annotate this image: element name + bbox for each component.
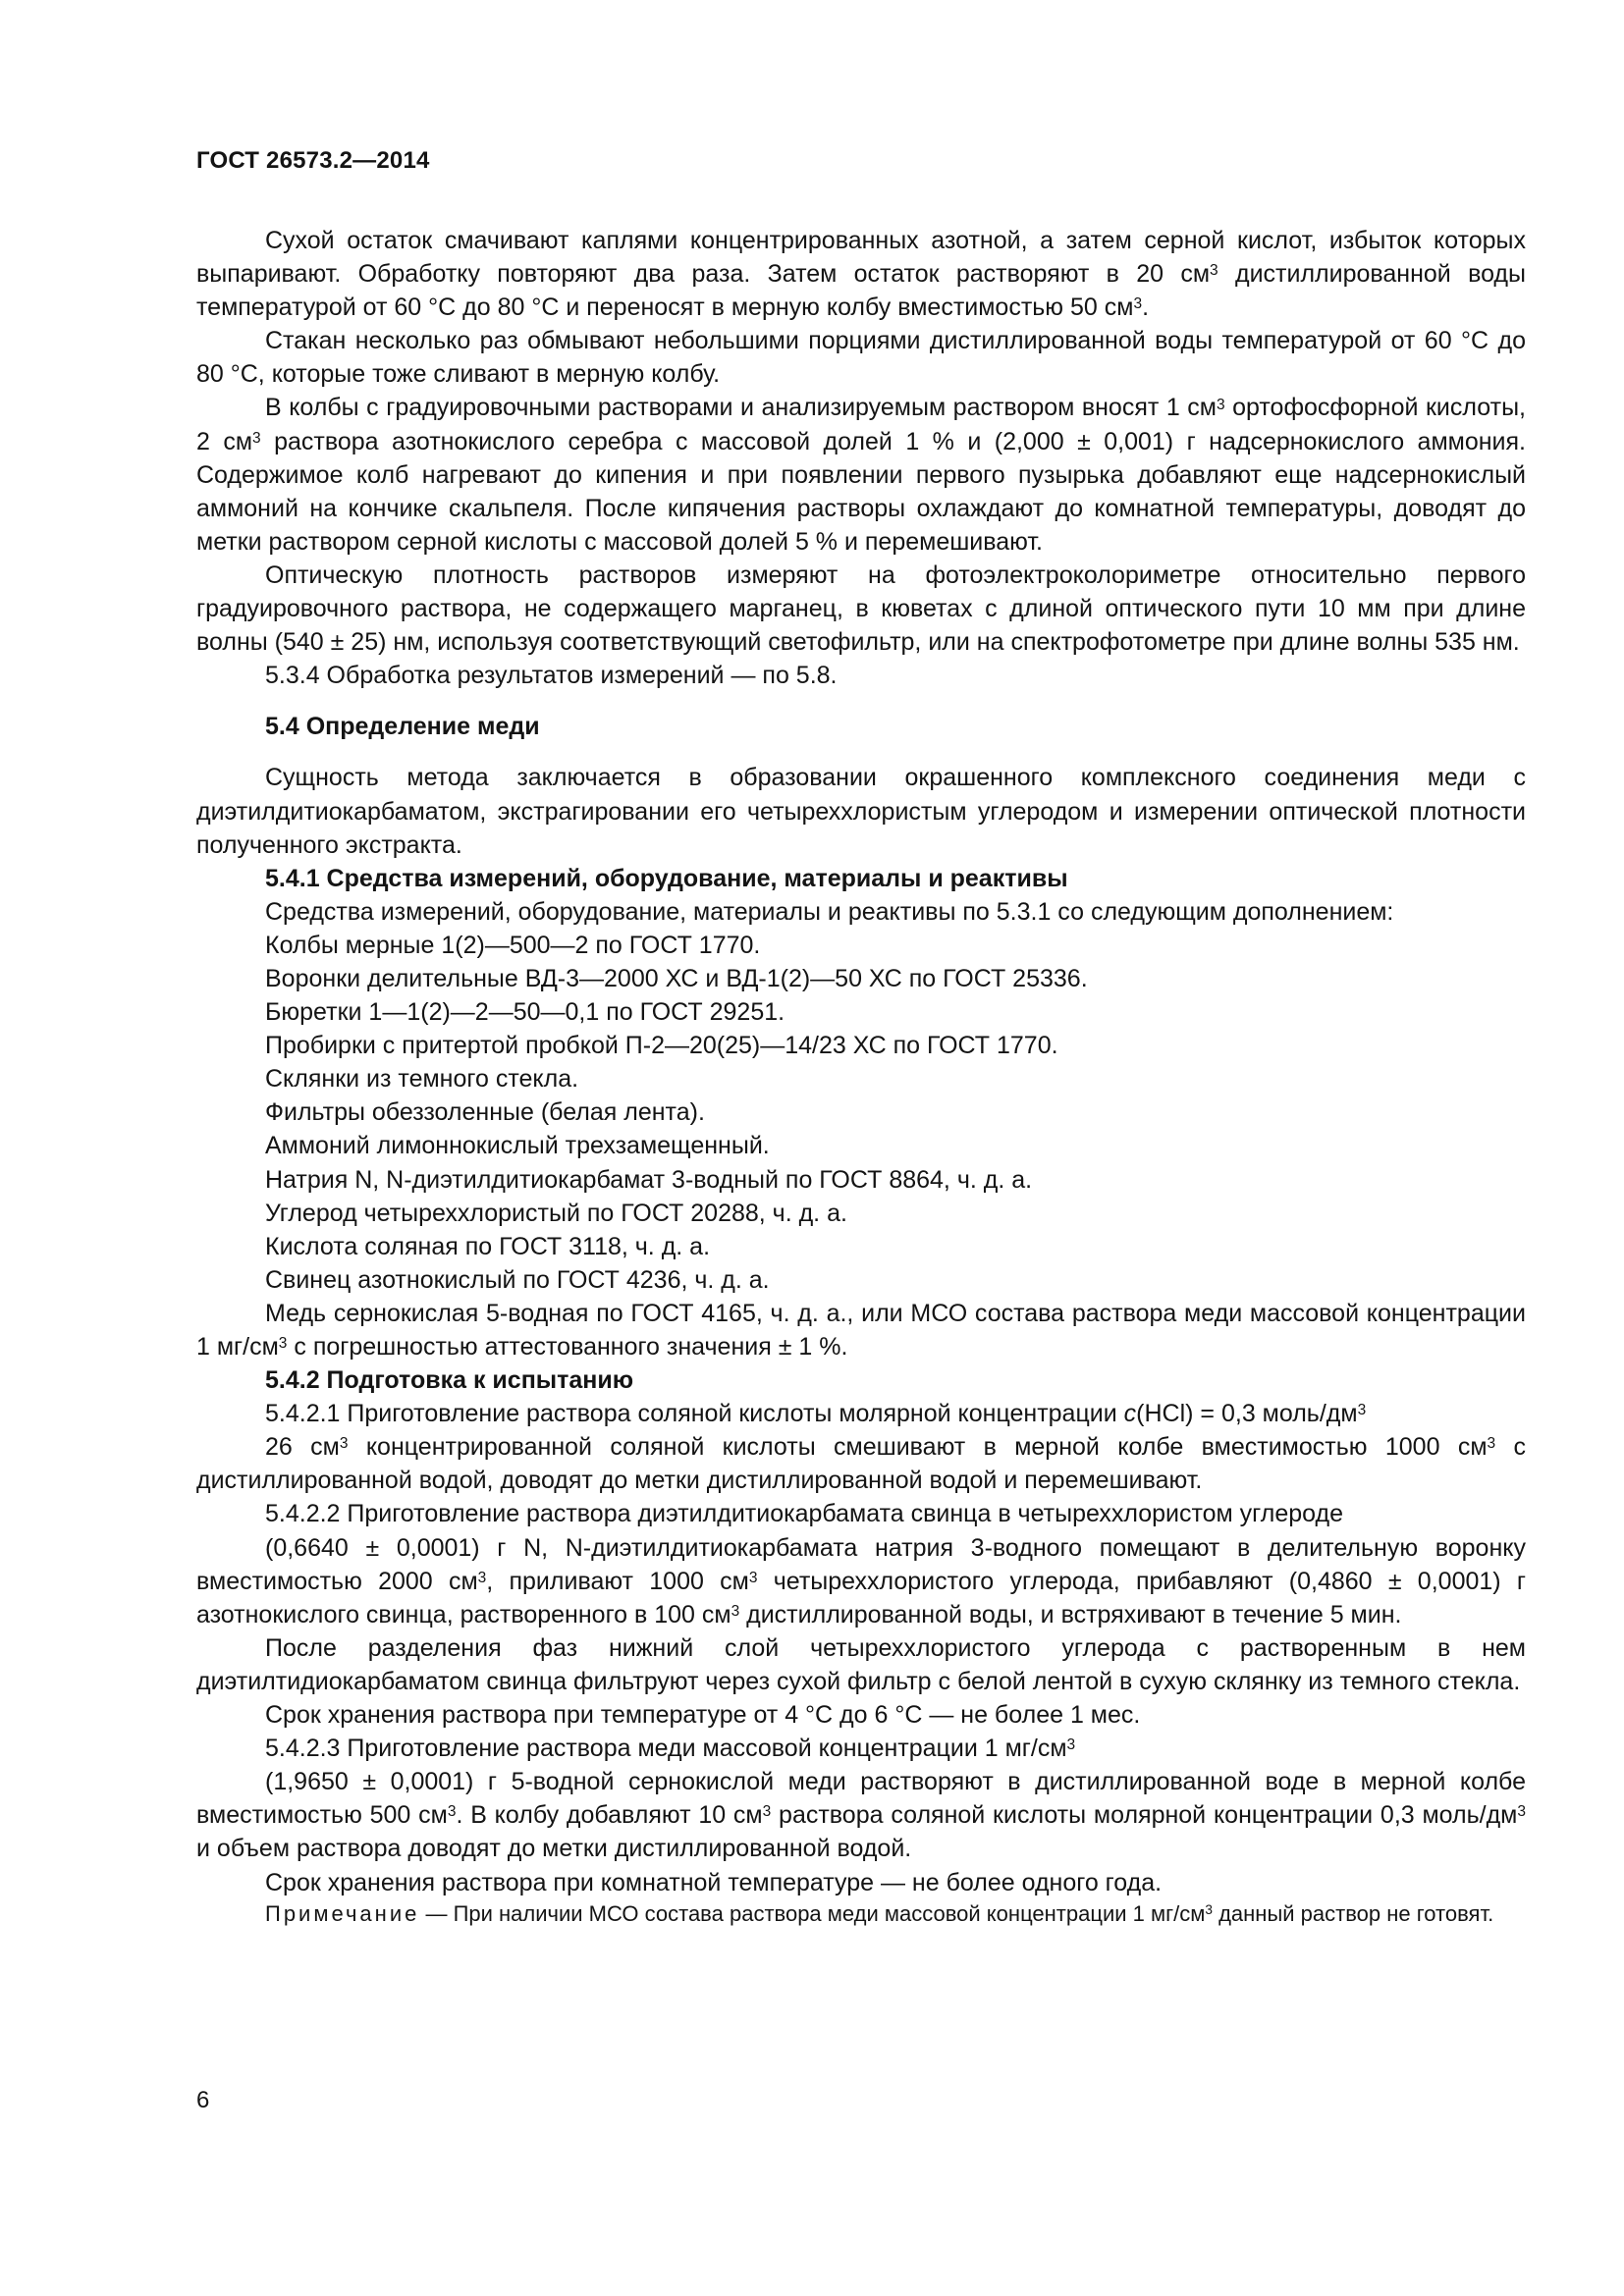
list-item: Натрия N, N-диэтилдитиокарбамат 3-водный по ГОСТ 8864, ч. д. а.: [265, 1165, 1033, 1194]
section-heading-5-4-1: 5.4.1 Средства измерений, оборудование, материалы и реактивы: [265, 864, 1068, 892]
paragraph: Сухой остаток смачивают каплями концентрированных азотной, а затем серной кислот, избыток которых выпаривают. Обработку повторяют два раза. Затем остаток растворяют в 20 $см^3$ дистиллированной воды температурой от 60 °С до 80 °С и переносят в мерную колбу вместимостью 50 $см^3$.: [196, 227, 1526, 322]
list-item: Углерод четыреххлористый по ГОСТ 20288, ч. д. а.: [265, 1199, 847, 1227]
document-header: ГОСТ 26573.2—2014: [196, 147, 430, 174]
paragraph: (1,9650 ± 0,0001) г 5-водной сернокислой меди растворяют в дистиллированной воде в мерной колбе вместимостью 500 $см^3$. В колбу добавляют 10 $см^3$ раствора соляной кислоты молярной концентрации 0,3 моль/$дм^3$ и объем раствора доводят до метки дистиллированной водой.: [196, 1768, 1526, 1863]
list-item: Склянки из темного стекла.: [265, 1065, 579, 1094]
list-item: Колбы мерные 1(2)—500—2 по ГОСТ 1770.: [265, 931, 761, 959]
page-number: 6: [196, 2087, 210, 2113]
list-item: Кислота соляная по ГОСТ 3118, ч. д. а.: [265, 1232, 711, 1260]
paragraph: После разделения фаз нижний слой четыреххлористого углерода с растворенным в нем диэтилтидиокарбаматом свинца фильтруют через сухой фильтр с белой лентой в сухую склянку из темного стекла.: [196, 1633, 1526, 1695]
list-item: Фильтры обеззоленные (белая лента).: [265, 1098, 705, 1127]
paragraph: Оптическую плотность растворов измеряют на фотоэлектроколориметре относительно первого градуировочного раствора, не содержащего марганец, в кюветах с длиной оптического пути 10 мм при длине волны (540 ± 25) нм, используя соответствующий светофильтр, или на спектрофотометре при длине волны 535 нм.: [196, 561, 1526, 657]
section-heading-5-4-2: 5.4.2 Подготовка к испытанию: [265, 1366, 634, 1395]
list-item: Средства измерений, оборудование, материалы и реактивы по 5.3.1 со следующим дополнением:: [265, 897, 1394, 926]
list-item: Аммоний лимоннокислый трехзамещенный.: [265, 1132, 770, 1160]
paragraph: Сущность метода заключается в образовании окрашенного комплексного соединения меди с диэтилдитиокарбаматом, экстрагировании его четыреххлористым углеродом и измерении оптической плотности полученного экстракта.: [196, 764, 1526, 859]
list-item: Свинец азотнокислый по ГОСТ 4236, ч. д. а.: [265, 1265, 770, 1294]
paragraph: 5.3.4 Обработка результатов измерений — по 5.8.: [265, 662, 838, 690]
paragraph: Стакан несколько раз обмывают небольшими порциями дистиллированной воды температурой от 60 °С до 80 °С, которые тоже сливают в мерную колбу.: [196, 327, 1526, 389]
paragraph: 5.4.2.1 Приготовление раствора соляной кислоты молярной концентрации c(HCl) = 0,3 моль/$дм^3$: [265, 1400, 1367, 1428]
paragraph: Медь сернокислая 5-водная по ГОСТ 4165, ч. д. а., или МСО состава раствора меди массовой концентрации 1 $мг/см^3$ с погрешностью аттестованного значения ± 1 %.: [196, 1299, 1526, 1361]
list-item: Бюретки 1—1(2)—2—50—0,1 по ГОСТ 29251.: [265, 998, 785, 1027]
note: Примечание — При наличии МСО состава раствора меди массовой концентрации 1 $мг/см^3$ данный раствор не готовят.: [265, 1900, 1494, 1926]
document-body: [196, 224, 1526, 1929]
list-item: Пробирки с притертой пробкой П-2—20(25)—14/23 ХС по ГОСТ 1770.: [265, 1032, 1058, 1060]
paragraph: 5.4.2.2 Приготовление раствора диэтилдитиокарбамата свинца в четыреххлористом углероде: [265, 1500, 1343, 1528]
list-item: Воронки делительные ВД-3—2000 ХС и ВД-1(2)—50 ХС по ГОСТ 25336.: [265, 964, 1088, 992]
paragraph: (0,6640 ± 0,0001) г N, N-диэтилдитиокарбамата натрия 3-водного помещают в делительную воронку вместимостью 2000 $см^3$, приливают 1000 $см^3$ четыреххлористого углерода, прибавляют (0,4860 ± 0,0001) г азотнокислого свинца, растворенного в 100 $см^3$ дистиллированной воды, и встряхивают в течение 5 мин.: [196, 1533, 1526, 1629]
paragraph: Срок хранения раствора при комнатной температуре — не более одного года.: [265, 1868, 1163, 1896]
paragraph: Срок хранения раствора при температуре от 4 °С до 6 °С — не более 1 мес.: [265, 1701, 1141, 1730]
section-heading-5-4: 5.4 Определение меди: [265, 713, 540, 741]
paragraph: 5.4.2.3 Приготовление раствора меди массовой концентрации 1 $мг/см^3$: [265, 1735, 1076, 1763]
paragraph: В колбы с градуировочными растворами и анализируемым раствором вносят 1 $см^3$ ортофосфорной кислоты, 2 $см^3$ раствора азотнокислого серебра с массовой долей 1 % и (2,000 ± 0,001) г надсернокислого аммония. Содержимое колб нагревают до кипения и при появлении первого пузырька добавляют еще надсернокислый аммоний на кончике скальпеля. После кипячения растворы охлаждают до комнатной температуры, доводят до метки раствором серной кислоты с массовой долей 5 % и перемешивают.: [196, 394, 1526, 556]
paragraph: 26 $см^3$ концентрированной соляной кислоты смешивают в мерной колбе вместимостью 1000 $см^3$ с дистиллированной водой, доводят до метки дистиллированной водой и перемешивают.: [196, 1433, 1526, 1495]
